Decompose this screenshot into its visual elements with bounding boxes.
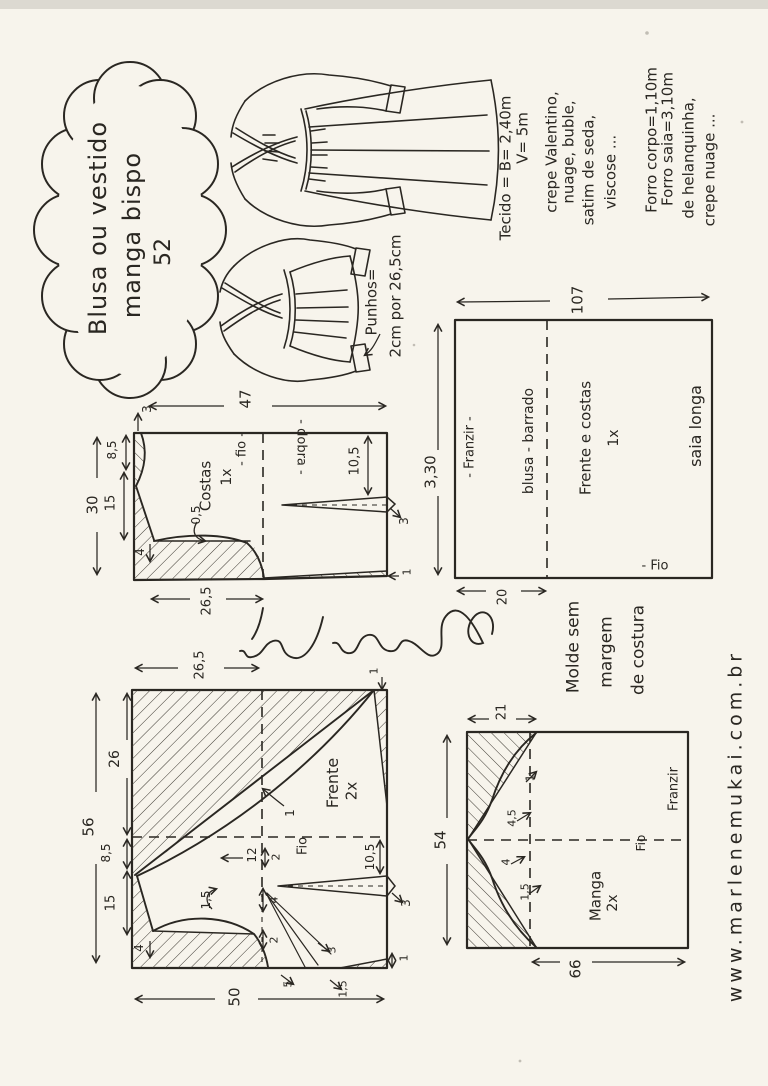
costas-ease-dim: 0,5 <box>189 505 203 525</box>
costas-width-dim: 47 <box>236 389 255 409</box>
manga-fio-label: Fio <box>634 834 648 852</box>
fabric-note-line4: nuage, buble, <box>559 100 578 204</box>
costas-piece-label: Costas <box>196 460 215 512</box>
website-label: www.marlenemukai.com.br <box>724 649 747 1003</box>
costas-dobra-label: - dobra - <box>293 419 309 475</box>
fabric-note-line2: V= 5m <box>513 112 532 164</box>
manga-c1-dim: 1 <box>523 774 537 782</box>
manga-length-dim: 66 <box>566 959 585 979</box>
saia-qty-label: 1x <box>606 429 622 447</box>
frente-seg4-dim: 4 <box>132 944 146 952</box>
saia-franzir-label: - Franzir - <box>462 416 478 478</box>
saia-split-label: blusa - barrado <box>521 387 537 495</box>
fabric-note-line7: Forro corpo=1,10m <box>642 67 661 213</box>
seam-note-line2: margem <box>596 616 617 688</box>
costas-hem-rise-dim: 1 <box>400 568 414 576</box>
saia-name-label: saia longa <box>686 385 705 467</box>
manga-qty-label: 2x <box>605 894 621 912</box>
cuff-note-value: 2cm por 26,5cm <box>386 234 405 358</box>
frente-w1-dim: 2 <box>269 853 283 861</box>
frente-seg85-dim: 8,5 <box>99 843 113 863</box>
costas-shoulder-dim: 15 <box>103 494 119 512</box>
frente-topright-dim: 1 <box>367 667 381 675</box>
frente-piece-label: Frente <box>323 757 342 809</box>
costas-qty-label: 1x <box>219 468 235 486</box>
costas-fio-label: - fio - <box>234 432 250 466</box>
costas-dart-width-dim: 3 <box>397 517 411 525</box>
fabric-note-line1: Tecido = B= 2,40m <box>496 95 515 241</box>
frente-hem-rise-dim: 1 <box>397 954 411 962</box>
scan-edge-band <box>0 0 768 9</box>
saia-fio-label: - Fio <box>641 558 669 574</box>
costas-underarm-dim: 26,5 <box>199 586 215 616</box>
saia-width-dim: 107 <box>568 285 587 315</box>
frente-qty-label: 2x <box>342 781 361 801</box>
costas-neck-depth-dim: 3 <box>140 405 154 413</box>
frente-fio-label: Fio <box>295 836 311 856</box>
frente-height-dim: 56 <box>79 817 98 837</box>
saia-rect-drawing <box>438 297 712 591</box>
manga-c2-dim: 4,5 <box>505 809 519 827</box>
costas-dart-offset-dim: 10,5 <box>347 446 363 476</box>
frente-v3-dim: 3 <box>325 946 339 954</box>
blouse-sketch <box>220 239 370 381</box>
frente-v1-dim: 5 <box>281 980 295 988</box>
frente-top-width-dim: 26,5 <box>192 650 208 680</box>
cloud-title-line1: Blusa ou vestido <box>84 120 112 336</box>
frente-dart-width-dim: 3 <box>399 899 413 907</box>
cuff-note-label: Punhos= <box>362 268 381 336</box>
manga-cap-dim: 21 <box>494 703 510 721</box>
fabric-note-line5: satim de seda, <box>579 114 598 226</box>
dress-sketch <box>231 74 499 226</box>
frente-ease-dim: 1,5 <box>199 890 213 910</box>
fabric-note-line10: crepe nuage ... <box>700 113 719 227</box>
saia-piece-label: Frente e costas <box>576 380 595 496</box>
seam-note-line3: de costura <box>628 604 649 696</box>
manga-piece-label: Manga <box>586 870 605 922</box>
seam-note-line1: Molde sem <box>563 600 584 694</box>
frente-w2-dim: 4 <box>267 896 281 904</box>
manga-franzir-label: Franzir <box>666 767 682 811</box>
signature-scribble <box>240 608 493 658</box>
fabric-note-line9: de helanquinha, <box>679 97 698 219</box>
saia-height-dim: 3,30 <box>421 455 440 489</box>
frente-dart-offset-dim: 10,5 <box>363 843 377 871</box>
frente-v2-dim: 1,5 <box>336 980 350 998</box>
saia-barrado-dim: 20 <box>495 588 511 606</box>
manga-height-dim: 54 <box>431 830 450 850</box>
cloud-title-line2: manga bispo <box>118 151 146 319</box>
frente-bottom-width-dim: 50 <box>225 987 244 1007</box>
costas-armhole-drop-dim: 4 <box>133 548 147 556</box>
costas-neck-width-dim: 8,5 <box>105 440 119 460</box>
fabric-note-line3: crepe Valentino, <box>542 91 561 213</box>
frente-w3-dim: 2 <box>267 936 281 944</box>
frente-flare-dim: 1 <box>283 809 297 817</box>
manga-c4-dim: 1,5 <box>518 883 532 901</box>
frente-seg26-dim: 26 <box>107 750 123 768</box>
costas-height-dim: 30 <box>83 495 102 515</box>
fabric-note-line6: viscose ... <box>601 134 620 210</box>
frente-waist-offset-dim: 12 <box>245 847 259 863</box>
fabric-note-line8: Forro saia=3,10m <box>658 72 677 206</box>
manga-c3-dim: 4 <box>499 858 513 866</box>
manga-piece-drawing <box>447 719 688 962</box>
cloud-title-size: 52 <box>151 238 176 266</box>
frente-seg15-dim: 15 <box>103 894 119 912</box>
